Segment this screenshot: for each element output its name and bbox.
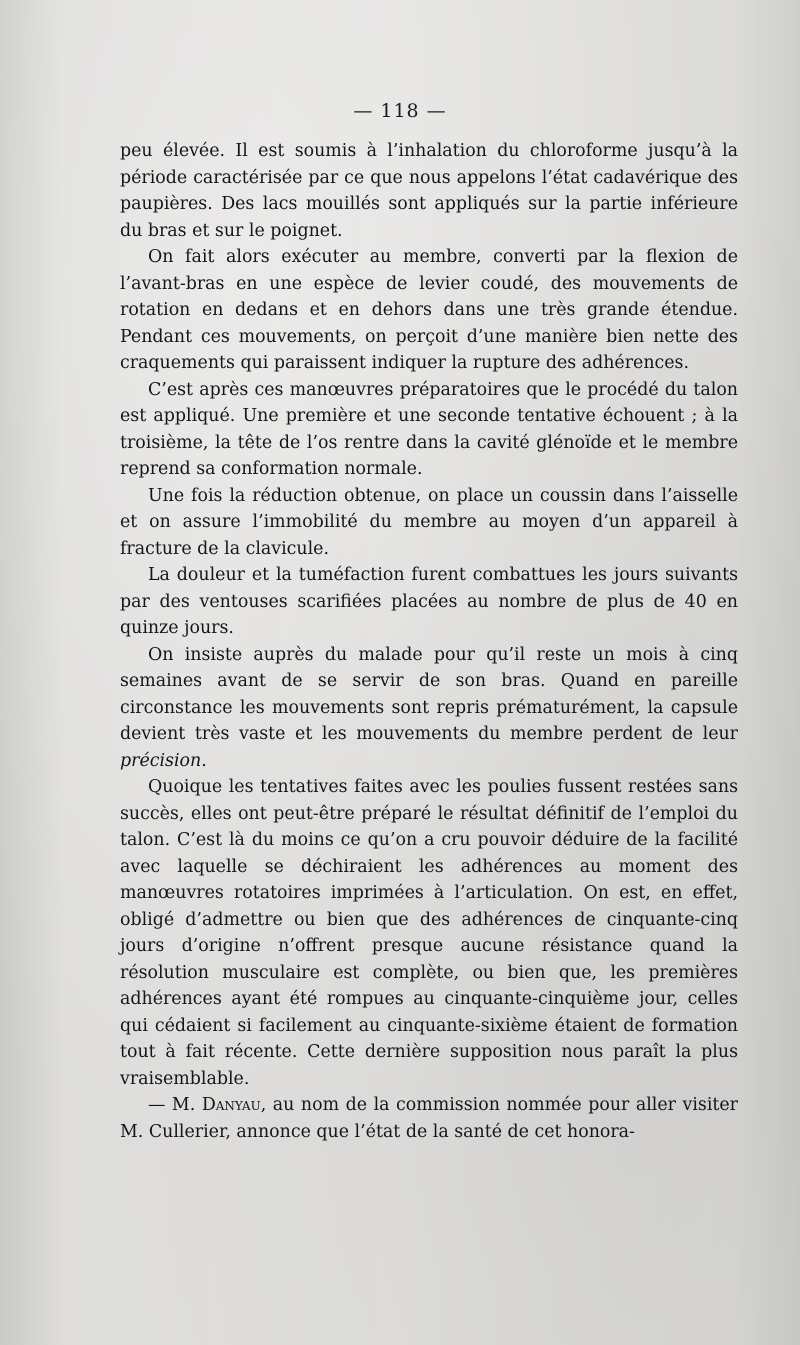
paragraph-7: Quoique les tentatives faites avec les poulies fussent restées sans succès, elles ont peut-être préparé le résultat définitif de l’emploi du talon. C’est là du moins ce qu’on a cru pouvoir déduire de la facilité avec laquelle se déchiraient les adhérences au moment des manœuvres rotatoires imprimées à l’articulation. On est, en effet, obligé d’admettre ou bien que des adhérences de cinquante-cinq jours d’origine n’offrent presque aucune résistance quand la résolution musculaire est complète, ou bien que, les premières adhérences ayant été rompues au cinquante-cinquième jour, celles qui cédaient si facilement au cinquante-sixième étaient de formation tout à fait récente. Cette dernière supposition nous paraît la plus vraisemblable. [120, 777, 738, 1089]
paragraph-3: C’est après ces manœuvres préparatoires que le procédé du talon est appliqué. Une première et une seconde tentative échouent ; à la troisième, la tête de l’os rentre dans la cavité glénoïde et le membre reprend sa conformation normale. [120, 379, 738, 479]
paragraph-8 [120, 1092, 738, 1145]
paragraph-8-name: Danyau [201, 1095, 261, 1115]
paragraph-4: Une fois la réduction obtenue, on place un coussin dans l’aisselle et on assure l’immobilité du membre au moyen d’un appareil à fracture de la clavicule. [120, 485, 738, 559]
paragraph-6-italic: précision. [120, 750, 207, 771]
paragraph-8-pre: — M. [148, 1095, 196, 1115]
paragraph-6 [120, 642, 738, 775]
paragraph-1: peu élevée. Il est soumis à l’inhalation du chloroforme jusqu’à la période caractérisée par ce que nous appelons l’état cadavérique des paupières. Des lacs mouillés sont appliqués sur la partie inférieure du bras et sur le poignet. [120, 141, 738, 241]
paragraph-8-post: , au nom de la commission nommée pour aller visiter M. Cullerier, annonce que l’état de la santé de cet honora- [120, 1095, 738, 1142]
paragraph-5: La douleur et la tuméfaction furent combattues les jours suivants par des ventouses scarifiées placées au nombre de plus de 40 en quinze jours. [120, 565, 738, 638]
page-number: — 118 — [353, 100, 447, 122]
paragraph-6-text: On insiste auprès du malade pour qu’il reste un mois à cinq semaines avant de se servir de son bras. Quand en pareille circonstance les mouvements sont repris prématurément, la capsule devient très vaste et les mouvements du membre perdent de leur [120, 644, 738, 744]
paragraph-2: On fait alors exécuter au membre, converti par la flexion de l’avant-bras en une espèce de levier coudé, des mouvements de rotation en dedans et en dehors dans une très grande étendue. Pendant ces mouvements, on perçoit d’une manière bien nette des craquements qui paraissent indiquer la rupture des adhérences. [120, 247, 738, 373]
body-text [120, 138, 738, 1145]
